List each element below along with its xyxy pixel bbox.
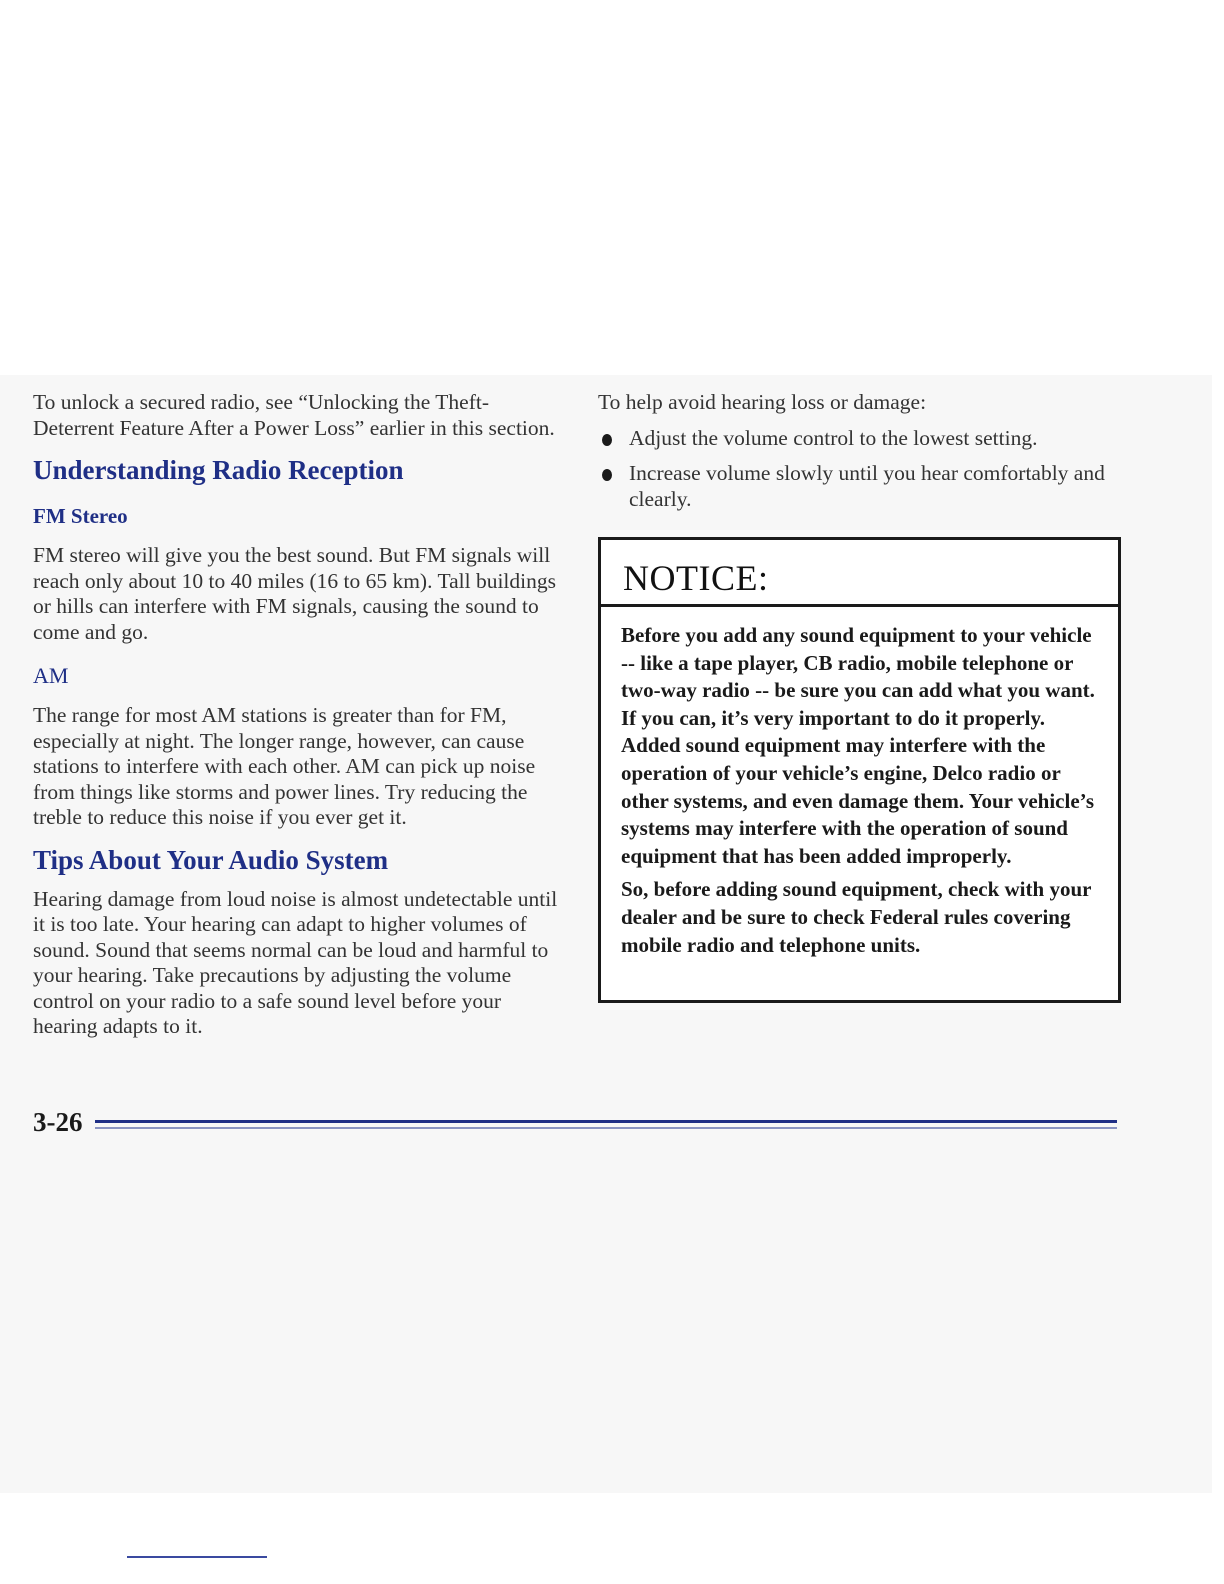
list-item <box>598 426 1120 452</box>
list-item <box>598 461 1120 512</box>
bullet-icon <box>602 434 612 446</box>
left-column <box>33 390 563 1040</box>
notice-paragraph-1: Before you add any sound equipment to your vehicle -- like a tape player, CB radio, mobile telephone or two-way radio -- be sure you can add what you want. If you can, it’s very important to do it properly. Added sound equipment may interfere with the operation of your vehicle’s engine, Delco radio or other systems, and even damage them. Your vehicle’s systems may interfere with the operation of sound equipment that has been added improperly. <box>621 623 1095 868</box>
footer-rule <box>95 1120 1117 1123</box>
sub-heading-fm-stereo: FM Stereo <box>33 504 128 528</box>
hearing-bullet-list <box>598 426 1120 513</box>
section-heading-radio-reception: Understanding Radio Reception <box>33 455 404 485</box>
notice-title: NOTICE: <box>623 558 769 598</box>
sub-heading-am: AM <box>33 663 69 688</box>
bullet-text: Increase volume slowly until you hear comfortably and clearly. <box>629 461 1105 511</box>
hearing-intro: To help avoid hearing loss or damage: <box>598 390 927 414</box>
bullet-text: Adjust the volume control to the lowest setting. <box>629 425 1038 450</box>
tips-paragraph: Hearing damage from loud noise is almost undetectable until it is too late. Your hearing can adapt to higher volumes of sound. Sound that seems normal can be loud and harmful to your hearing. Take precautions by adjusting the volume control on your radio to a safe sound level before your hearing adapts to it. <box>33 886 558 1038</box>
bottom-underline <box>127 1556 267 1558</box>
am-paragraph: The range for most AM stations is greater than for FM, especially at night. The longer range, however, can cause stations to interfere with each other. AM can pick up noise from things like storms and power lines. Try reducing the treble to reduce this noise if you ever get it. <box>33 703 536 829</box>
fm-paragraph: FM stereo will give you the best sound. But FM signals will reach only about 10 to 40 miles (16 to 65 km). Tall buildings or hills can interfere with FM signals, causing the sound to come and go. <box>33 543 556 644</box>
notice-paragraph-2: So, before adding sound equipment, check with your dealer and be sure to check Federal rules covering mobile radio and telephone units. <box>621 877 1092 957</box>
intro-paragraph: To unlock a secured radio, see “Unlocking the Theft-Deterrent Feature After a Power Loss” earlier in this section. <box>33 390 555 440</box>
section-heading-audio-tips: Tips About Your Audio System <box>33 844 389 875</box>
notice-box <box>598 537 1121 1003</box>
notice-body <box>621 622 1101 959</box>
page-number: 3-26 <box>33 1107 83 1137</box>
bullet-icon <box>602 469 612 481</box>
right-column <box>598 390 1120 512</box>
notice-divider <box>601 604 1118 607</box>
page-footer <box>33 1105 1123 1145</box>
footer-rule-secondary <box>95 1127 1117 1129</box>
